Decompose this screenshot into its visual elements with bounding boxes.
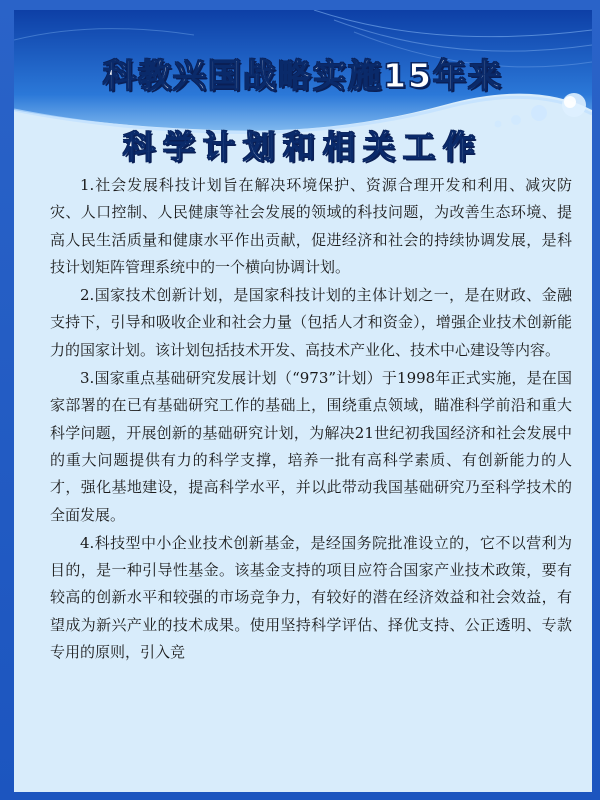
- poster-title: 科教兴国战略实施15年来: [103, 56, 503, 95]
- article-body: [50, 172, 572, 667]
- paragraph-973-plan: 3.国家重点基础研究发展计划（“973”计划）于1998年正式实施，是在国家部署的在已有基础研究工作的基础上，围绕重点领域，瞄准科学前沿和重大科学问题，开展创新的基础研究计划，为解决21世纪初我国经济和社会发展中的重大问题提供有力的科学支撑，培养一批有高科学素质、有创新能力的人才，强化基地建设，提高科学水平，并以此带动我国基础研究乃至科学技术的全面发展。: [50, 369, 572, 524]
- paragraph-social-development-plan: 1.社会发展科技计划旨在解决环境保护、资源合理开发和利用、减灾防灾、人口控制、人民健康等社会发展的领域的科技问题，为改善生态环境、提高人民生活质量和健康水平作出贡献，促进经济和社会的持续协调发展，是科技计划矩阵管理系统中的一个横向协调计划。: [50, 176, 572, 276]
- paragraph-technology-innovation-plan: 2.国家技术创新计划，是国家科技计划的主体计划之一，是在财政、金融支持下，引导和吸收企业和社会力量（包括人才和资金），增强企业技术创新能力的国家计划。该计划包括技术开发、高技术产业化、技术中心建设等内容。: [50, 286, 572, 359]
- paragraph-sme-innovation-fund: 4.科技型中小企业技术创新基金，是经国务院批准设立的，它不以营利为目的，是一种引导性基金。该基金支持的项目应符合国家产业技术政策，要有较高的创新水平和较强的市场竞争力，有较好的潜在经济效益和社会效益，有望成为新兴产业的技术成果。使用坚持科学评估、择优支持、公正透明、专款专用的原则，引入竞: [50, 533, 572, 662]
- poster-subtitle: 科学计划和相关工作: [122, 128, 483, 166]
